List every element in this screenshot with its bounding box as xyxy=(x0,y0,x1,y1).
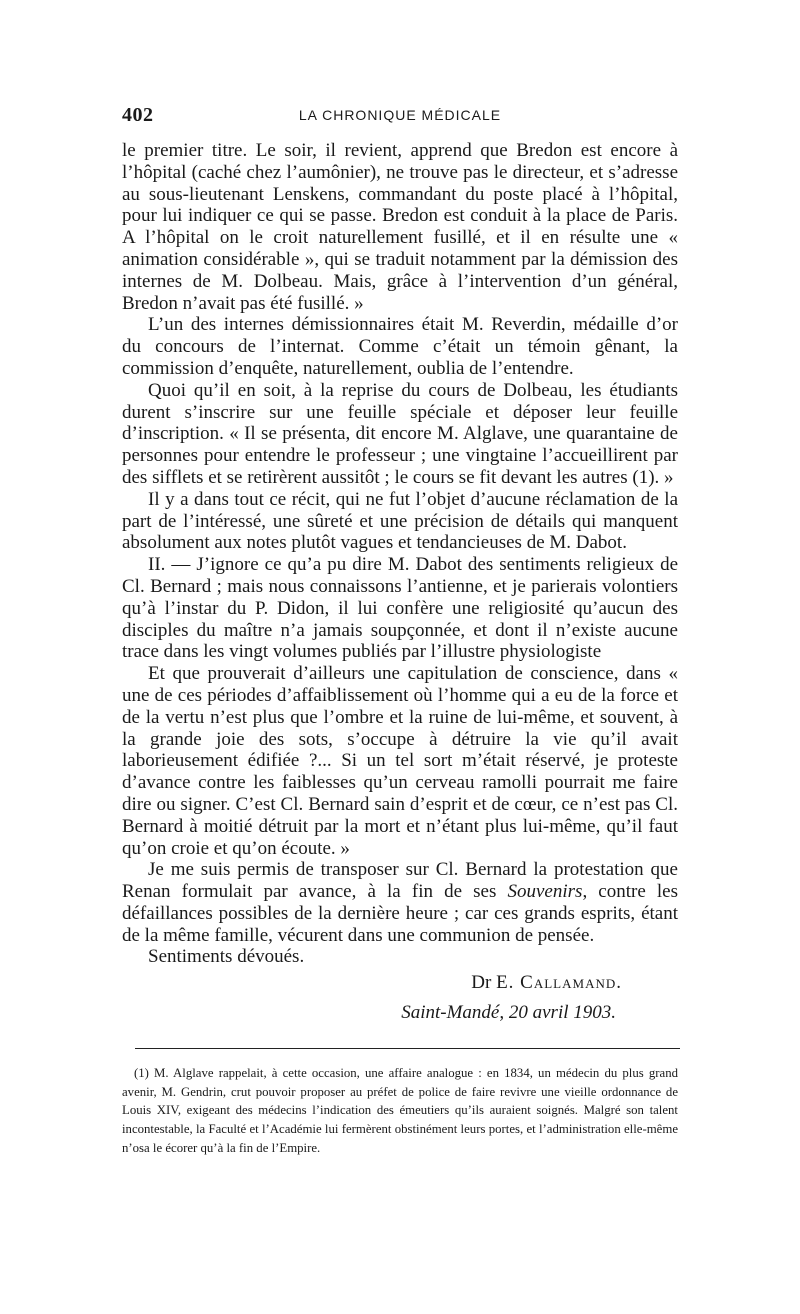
footnote-rule xyxy=(135,1048,680,1049)
running-title: LA CHRONIQUE MÉDICALE xyxy=(298,107,502,123)
paragraph-2: L’un des internes démissionnaires était M. Reverdin, médaille d’or du concours de l’internat. Comme c’était un témoin gênant, la commission d’enquête, naturellement, oublia de l’entendre. xyxy=(122,314,678,379)
paragraph-3: Quoi qu’il en soit, à la reprise du cours de Dolbeau, les étudiants durent s’inscrire sur une feuille spéciale et déposer leur feuille d’inscription. « Il se présenta, dit encore M. Alglave, une quarantaine de personnes pour entendre le professeur ; une vingtaine l’accueillirent par des sifflets et se retirèrent aussitôt ; le cours se fit devant les autres (1). » xyxy=(122,379,678,488)
paragraph-7-text-b: , contre les défaillances possibles de la dernière heure ; car ces grands esprits, étant de la même famille, vécurent dans une communion de pensée. xyxy=(122,881,679,946)
paragraph-1: le premier titre. Le soir, il revient, apprend que Bredon est encore à l’hôpital (caché chez l’aumônier), ne trouve pas le directeur, et s’adresse au sous-lieutenant Lenskens, commandant du poste placé à l’hôpital, pour lui indiquer ce qui se passe. Bredon est conduit à la place de Paris. A l’hôpital on le croit naturellement fusillé, et il en résulte une « animation considérable », qui se traduit notamment par la démission des internes de M. Dolbeau. Mais, grâce à l’intervention d’un général, Bredon n’avait pas été fusillé. » xyxy=(122,140,678,314)
paragraph-7-text-a: Je me suis permis de transposer sur Cl. Bernard la protestation que Renan formulait par avance, à la fin de ses xyxy=(122,859,678,903)
signature-author: E. Callamand. xyxy=(496,972,622,994)
page-header xyxy=(122,104,678,134)
footnote: (1) M. Alglave rappelait, à cette occasion, une affaire analogue : en 1834, un médecin du plus grand avenir, M. Gendrin, crut pouvoir proposer au préfet de police de faire revivre une vieille ordonnance de Louis XIV, exigeant des médecins l’indication des émeutiers qu’ils auraient soignés. Malgré son talent incontestable, la Faculté et l’Académie lui fermèrent obstinément leurs portes, et l’administration elle-même n’osa le écorer qu’à la fin de l’Empire. xyxy=(122,1066,678,1155)
paragraph-5: II. — J’ignore ce qu’a pu dire M. Dabot des sentiments religieux de Cl. Bernard ; mais nous connaissons l’antienne, et je parierais volontiers qu’à l’instar du P. Didon, il lui confère une religiosité qu’aucun des disciples du maître n’a jamais soupçonnée, et dont il n’existe aucune trace dans les vingt volumes publiés par l’illustre physiologiste xyxy=(122,554,678,663)
page-number: 402 xyxy=(122,104,154,126)
paragraph-4: Il y a dans tout ce récit, qui ne fut l’objet d’aucune réclamation de la part de l’intéressé, une sûreté et une précision de détails qui manquent absolument aux notes plutôt vagues et tendancieuses de M. Dabot. xyxy=(122,488,678,554)
signature-prefix: Dr xyxy=(471,972,492,994)
body-text xyxy=(122,140,678,1024)
signature-place-date: Saint-Mandé, 20 avril 1903. xyxy=(401,1002,616,1024)
souvenirs-title: Souvenirs xyxy=(507,881,583,903)
closing-line: Sentiments dévoués. xyxy=(148,946,305,968)
signature-name xyxy=(122,972,678,994)
paragraph-6: Et que prouverait d’ailleurs une capitulation de conscience, dans « une de ces périodes d’affaiblissement où l’homme qui a eu de la force et de la vertu n’est plus que l’ombre et la ruine de lui-même, et souvent, à la grande joie des sots, s’occupe à détruire la vie qu’il avait laborieusement édifiée ?... Si un tel sort m’était réservé, je proteste d’avance contre les faiblesses qu’un cerveau ramolli pourrait me faire dire ou signer. C’est Cl. Bernard sain d’esprit et de cœur, ce n’est pas Cl. Bernard à moitié détruit par la mort et n’étant plus lui-même, qu’il faut qu’on croie et qu’on écoute. » xyxy=(122,663,678,859)
paragraph-7 xyxy=(122,859,678,946)
